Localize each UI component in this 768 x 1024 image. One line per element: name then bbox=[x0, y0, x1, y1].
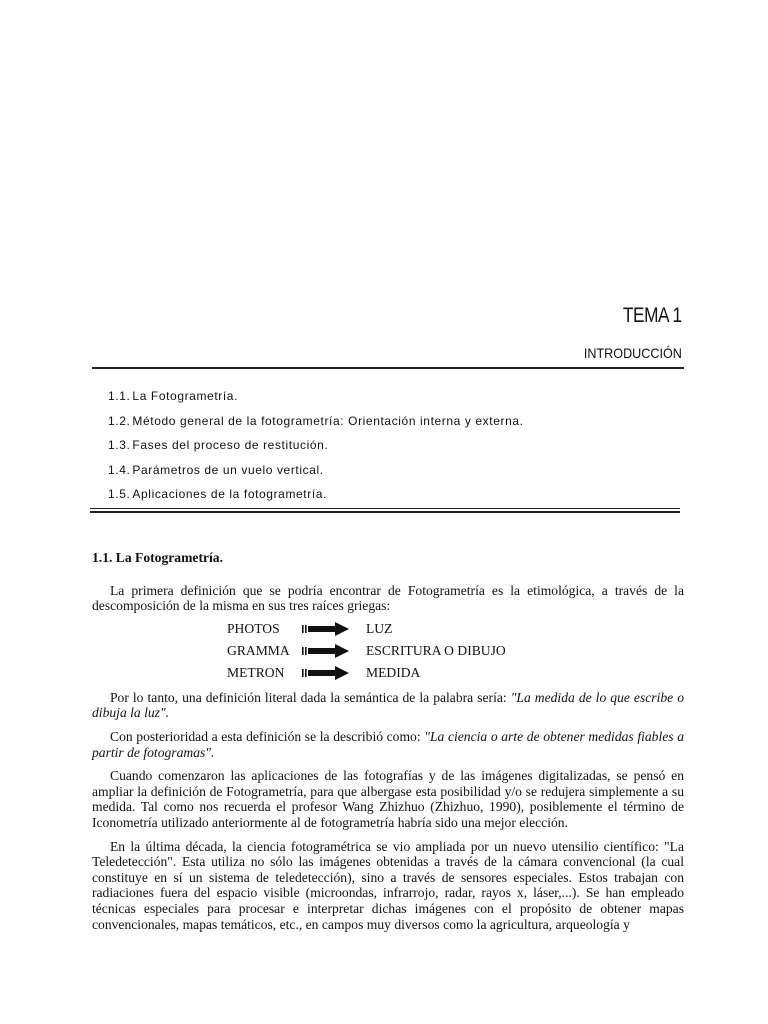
greek-roots-list bbox=[92, 618, 684, 684]
toc-item: 1.1. La Fotogrametría. bbox=[108, 389, 239, 403]
toc-item: 1.5. Aplicaciones de la fotogrametría. bbox=[108, 487, 327, 501]
greek-root-meaning: ESCRITURA O DIBUJO bbox=[366, 642, 506, 658]
header-rule bbox=[92, 367, 684, 369]
right-arrow-icon bbox=[302, 644, 350, 658]
greek-root-row bbox=[92, 640, 684, 662]
greek-root-row bbox=[92, 618, 684, 640]
paragraph: Por lo tanto, una definición literal dada la semántica de la palabra sería: "La medida de lo que escribe o dibuja la luz". bbox=[92, 689, 684, 721]
paragraph: La primera definición que se podría encontrar de Fotogrametría es la etimológica, a través de la descomposición de la misma en sus tres raíces griegas: bbox=[92, 582, 684, 614]
greek-root-row bbox=[92, 662, 684, 684]
table-of-contents bbox=[108, 385, 524, 508]
toc-item: 1.3. Fases del proceso de restitución. bbox=[108, 438, 329, 452]
chapter-title: TEMA 1 bbox=[623, 304, 682, 327]
greek-root-meaning: MEDIDA bbox=[366, 664, 421, 680]
chapter-subtitle: INTRODUCCIÓN bbox=[583, 345, 682, 361]
paragraph: En la última década, la ciencia fotogramétrica se vio ampliada por un nuevo utensilio científico: "La Teledetección". Esta utiliza no sólo las imágenes obtenidas a través de la cámara convencional (la cual constituye en sí un sistema de teledetección), sino a través de sensores especiales. Estos trabajan con radiaciones fuera del espacio visible (microondas, infrarrojo, radar, rayos x, láser,...). Se han empleado técnicas especiales para procesar e interpretar dichas imágenes con el propósito de obtener mapas convencionales, mapas temáticos, etc., en campos muy diversos como la agricultura, arqueología y bbox=[92, 838, 684, 932]
section-heading: 1.1. La Fotogrametría. bbox=[92, 550, 223, 565]
right-arrow-icon bbox=[302, 622, 350, 636]
toc-item: 1.2. Método general de la fotogrametría: Orientación interna y externa. bbox=[108, 413, 524, 428]
section-body bbox=[92, 550, 684, 940]
paragraph: Cuando comenzaron las aplicaciones de las fotografías y de las imágenes digitalizadas, se pensó en ampliar la definición de Fotogrametría, para que albergase esta posibilidad y/o se redujera simplemente a su medida. Tal como nos recuerda el profesor Wang Zhizhuo (Zhizhuo, 1990), posiblemente el término de Iconometría utilizado anteriormente al de fotogrametría habría sido una mejor elección. bbox=[92, 768, 684, 830]
greek-root-meaning: LUZ bbox=[366, 620, 393, 636]
paragraph: Con posterioridad a esta definición se la describió como: "La ciencia o arte de obtener medidas fiables a partir de fotogramas". bbox=[92, 728, 684, 760]
greek-root-word: METRON bbox=[227, 664, 285, 680]
toc-double-rule bbox=[90, 508, 680, 514]
definition-quote: "La ciencia o arte de obtener medidas fiables a partir de fotogramas". bbox=[92, 728, 684, 760]
greek-root-word: PHOTOS bbox=[227, 620, 280, 636]
toc-item: 1.4. Parámetros de un vuelo vertical. bbox=[108, 462, 324, 477]
definition-quote: "La medida de lo que escribe o dibuja la luz". bbox=[92, 689, 684, 721]
right-arrow-icon bbox=[302, 666, 350, 680]
greek-root-word: GRAMMA bbox=[227, 642, 290, 658]
